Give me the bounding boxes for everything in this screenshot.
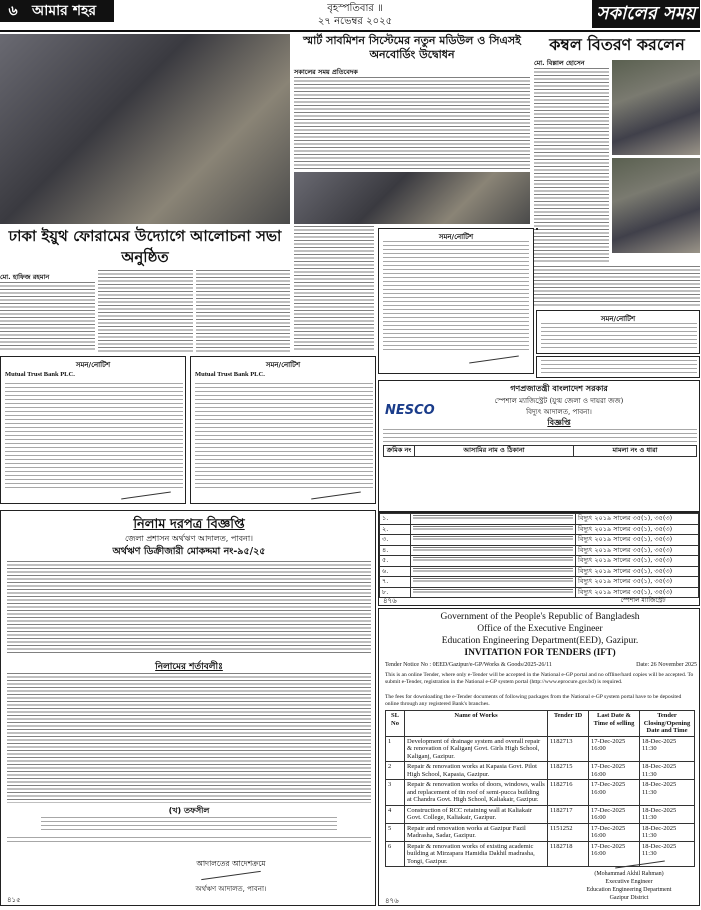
- nesco-row-case: বিদ্যুৎ ২০১৯ সালের ৩৫(১), ৩৫(৩): [576, 566, 699, 577]
- tender-cell-sl: 5: [386, 823, 405, 841]
- nesco-heading: বিজ্ঞপ্তি: [547, 418, 571, 427]
- issue-date: ২৭ নভেম্বর ২০২৫: [317, 16, 393, 27]
- nesco-row-sl: ৭.: [380, 577, 411, 588]
- tender-office: Office of the Executive Engineer: [477, 624, 603, 634]
- bank-left-text: [5, 383, 183, 489]
- tender-notice: [378, 608, 700, 906]
- blanket-byline: মো. বিল্লাল হোসেন: [534, 59, 585, 67]
- blanket-body-text: [534, 68, 609, 264]
- tender-cell-last: 17-Dec-2025 16:00: [589, 841, 640, 867]
- tender-cell-close: 18-Dec-2025 11:30: [640, 805, 695, 823]
- bank-right-text: [195, 383, 373, 489]
- tender-row: [386, 736, 695, 762]
- tender-cell-close: 18-Dec-2025 11:30: [640, 736, 695, 762]
- tender-cell-id: 1182713: [548, 736, 589, 762]
- tender-cell-sl: 4: [386, 805, 405, 823]
- tender-cell-sl: 2: [386, 762, 405, 780]
- tender-col-sl: SL No: [386, 711, 405, 737]
- notice-a-text: [383, 241, 529, 353]
- tender-row: [386, 762, 695, 780]
- tender-cell-last: 17-Dec-2025 16:00: [589, 736, 640, 762]
- nesco-rows: [379, 513, 699, 598]
- forum-headline: ঢাকা ইয়ুথ ফোরামের উদ্যোগে আলোচনা সভা অনুষ্ঠিত: [8, 227, 282, 266]
- nesco-row-party: [411, 535, 576, 546]
- nesco-row-sl: ৬.: [380, 566, 411, 577]
- auction-conditions-title: নিলামের শর্তাবলীঃ: [155, 662, 223, 672]
- tender-gov: Government of the People's Republic of Bangladesh: [440, 612, 640, 622]
- notice-a-signature: [469, 356, 519, 364]
- tender-row: [386, 823, 695, 841]
- nesco-row: [380, 577, 699, 588]
- auction-schedule-table: [41, 817, 337, 833]
- nesco-row-case: বিদ্যুৎ ২০১৯ সালের ৩৫(১), ৩৫(৩): [576, 514, 699, 525]
- tender-cell-name: Repair & renovation works of doors, windows, walls and replacement of tin roof of semi-pucca building at Chandra Govt. High School, Kaliakair, Gazipur.: [405, 780, 548, 806]
- forum-body-col-1: [0, 282, 95, 352]
- bank-left-signature: [121, 492, 171, 500]
- tender-cell-name: Repair & renovation works of existing academic building at Mirzapara Hamidia Dakhil madrasha, Tongi, Gazipur.: [405, 841, 548, 867]
- tender-cell-last: 17-Dec-2025 16:00: [589, 762, 640, 780]
- nesco-col-case: মামলা নং ও ধারা: [574, 446, 697, 457]
- spacer: [536, 228, 538, 230]
- masthead-rule: [0, 30, 700, 32]
- tender-cell-id: 1182715: [548, 762, 589, 780]
- tender-table: [385, 710, 695, 867]
- nesco-row-sl: ৪.: [380, 545, 411, 556]
- tender-cell-id: 1182718: [548, 841, 589, 867]
- smart-body-text: [294, 77, 530, 169]
- nesco-row-sl: ৩.: [380, 535, 411, 546]
- nesco-row-party: [411, 566, 576, 577]
- forum-event-photo: [0, 34, 290, 224]
- notice-b-text: [541, 323, 697, 351]
- tender-row: [386, 780, 695, 806]
- nesco-row-sl: ৮.: [380, 587, 411, 598]
- auction-schedule-title: (খ) তফসীল: [168, 806, 210, 815]
- auction-notice: [0, 510, 376, 906]
- nesco-row: [380, 524, 699, 535]
- nesco-intro-text: [383, 429, 697, 443]
- nesco-notice: [378, 380, 700, 512]
- nesco-row-party: [411, 545, 576, 556]
- nesco-code: ৪৭৬: [383, 597, 397, 605]
- notice-b-title: সমন/নোটিশ: [600, 315, 636, 323]
- bank-notice-right: [190, 356, 376, 504]
- blanket-headline: কম্বল বিতরণ করলেন: [549, 35, 685, 54]
- forum-byline: মো. হাফিজ রহমান: [0, 273, 50, 281]
- nesco-row-party: [411, 524, 576, 535]
- tender-signer-office: Education Engineering Department: [586, 887, 672, 893]
- nesco-row-case: বিদ্যুৎ ২০১৯ সালের ৩৫(১), ৩৫(৩): [576, 577, 699, 588]
- nesco-sign: স্পেশাল ম্যাজিস্ট্রেট: [620, 597, 666, 604]
- auction-title: নিলাম দরপত্র বিজ্ঞপ্তি: [133, 517, 245, 532]
- tender-cell-close: 18-Dec-2025 11:30: [640, 841, 695, 867]
- tender-cell-name: Repair & renovation works at Kapasia Govt. Pilot High School, Kapasia, Gazipur.: [405, 762, 548, 780]
- notice-a-title: সমন/নোটিশ: [438, 233, 474, 241]
- section-title: আমার শহর: [26, 0, 114, 22]
- nesco-row-party: [411, 514, 576, 525]
- nesco-table-body: [378, 512, 700, 606]
- court-notice-a: [378, 228, 534, 374]
- tender-table-wrap: [385, 710, 695, 865]
- bank-left-title: সমন/নোটিশ: [75, 361, 111, 369]
- bank-right-signature: [311, 492, 361, 500]
- tender-col-last: Last Date & Time of selling: [589, 711, 640, 737]
- tender-notice-date: Date: 26 November 2025: [636, 662, 697, 668]
- forum-body-col-2: [98, 270, 193, 352]
- nesco-col-party: আসামির নাম ও ঠিকানা: [415, 446, 574, 457]
- tender-cell-name: Construction of RCC retaining wall at Kaliakair Govt. College, Kaliakair, Gazipur.: [405, 805, 548, 823]
- smart-event-photo: [294, 172, 530, 224]
- auction-signature: [201, 871, 261, 880]
- tender-cell-last: 17-Dec-2025 16:00: [589, 805, 640, 823]
- newspaper-logo: সকালের সময়: [592, 0, 700, 28]
- tender-signer: (Mohammad Akhil Rahman): [594, 871, 664, 877]
- tender-col-name: Name of Works: [405, 711, 548, 737]
- nesco-row: [380, 566, 699, 577]
- nesco-row-case: বিদ্যুৎ ২০১৯ সালের ৩৫(১), ৩৫(৩): [576, 587, 699, 598]
- auction-office: জেলা প্রশাসন অর্থঋণ আদালত, পাবনা।: [124, 534, 254, 543]
- weekday: বৃহস্পতিবার ॥: [327, 3, 383, 14]
- forum-body-col-3: [196, 270, 290, 352]
- blanket-body-text-2: [534, 266, 700, 308]
- smart-byline: সকালের সময় প্রতিবেদক: [294, 68, 358, 76]
- auction-sign: অর্থঋণ আদালত, পাবনা।: [195, 885, 267, 893]
- auction-code: ৪১৫: [7, 896, 21, 904]
- tender-row: [386, 805, 695, 823]
- tender-dept: Education Engineering Department(EED), Gazipur.: [441, 636, 639, 646]
- bank-left-name: Mutual Trust Bank PLC.: [5, 371, 75, 378]
- smart-body-col-2: [294, 226, 374, 352]
- page-number: ৬: [0, 0, 26, 22]
- nesco-row-party: [411, 587, 576, 598]
- tender-cell-last: 17-Dec-2025 16:00: [589, 780, 640, 806]
- nesco-row-sl: ৫.: [380, 556, 411, 567]
- blanket-photo-1: [612, 60, 700, 155]
- auction-case: অর্থঋণ ডিক্রীজারী মোকদ্দমা নং-৯৫/২৫: [112, 546, 266, 557]
- tender-cell-id: 1182717: [548, 805, 589, 823]
- tender-col-close: Tender Closing/Opening Date and Time: [640, 711, 695, 737]
- blanket-photo-2: [612, 158, 700, 253]
- bank-notice-left: [0, 356, 186, 504]
- nesco-table-wrap: [383, 445, 697, 509]
- tender-cell-sl: 3: [386, 780, 405, 806]
- date-block: [250, 2, 460, 28]
- nesco-row: [380, 556, 699, 567]
- tender-cell-close: 18-Dec-2025 11:30: [640, 780, 695, 806]
- tender-cell-sl: 6: [386, 841, 405, 867]
- nesco-row-case: বিদ্যুৎ ২০১৯ সালের ৩৫(১), ৩৫(৩): [576, 545, 699, 556]
- tender-signer-title: Executive Engineer: [605, 879, 653, 885]
- tender-intro: This is an online Tender, where only e-Tender will be accepted in the National e-GP portal and no offline/hard copies will be accepted. To submit e-Tender, registration in the National e-GP system portal (http://www.eprocure.gov.bd) is required.: [385, 672, 694, 685]
- tender-cell-close: 18-Dec-2025 11:30: [640, 762, 695, 780]
- bank-right-name: Mutual Trust Bank PLC.: [195, 371, 265, 378]
- nesco-row-sl: ২.: [380, 524, 411, 535]
- auction-note-strip: [7, 837, 371, 845]
- tender-signer-place: Gazipur District: [609, 895, 649, 901]
- nesco-col-sl: ক্রমিক নং: [384, 446, 415, 457]
- nesco-row-party: [411, 556, 576, 567]
- tender-cell-close: 18-Dec-2025 11:30: [640, 823, 695, 841]
- notice-b-extension: [536, 356, 700, 378]
- tender-cell-name: Development of drainage system and overall repair & renovation of Kaliganj Govt. Girls High School, Kaliganj, Gazipur.: [405, 736, 548, 762]
- auction-conditions-text: [7, 673, 371, 803]
- auction-body-text: [7, 561, 371, 655]
- smart-headline: স্মার্ট সাবমিশন সিস্টেমের নতুন মডিউল ও সিএসই অনবোর্ডিং উদ্বোধন: [303, 34, 521, 61]
- nesco-row-case: বিদ্যুৎ ২০১৯ সালের ৩৫(১), ৩৫(৩): [576, 556, 699, 567]
- auction-closing: আদালতের আদেশক্রমে: [196, 859, 266, 868]
- nesco-row: [380, 545, 699, 556]
- bank-right-title: সমন/নোটিশ: [265, 361, 301, 369]
- tender-cell-id: 1151252: [548, 823, 589, 841]
- nesco-row-sl: ১.: [380, 514, 411, 525]
- tender-cell-name: Repair and renovation works at Gazipur Fazil Madrasha, Sadar, Gazipur.: [405, 823, 548, 841]
- nesco-row: [380, 514, 699, 525]
- nesco-gov: গণপ্রজাতন্ত্রী বাংলাদেশ সরকার: [510, 384, 608, 393]
- nesco-row: [380, 535, 699, 546]
- tender-code: ৪৭৬: [385, 897, 399, 905]
- tender-cell-sl: 1: [386, 736, 405, 762]
- nesco-row-case: বিদ্যুৎ ২০১৯ সালের ৩৫(১), ৩৫(৩): [576, 535, 699, 546]
- nesco-dept: বিদ্যুৎ আদালত, পাবনা।: [526, 408, 592, 416]
- nesco-row-party: [411, 577, 576, 588]
- tender-cell-id: 1182716: [548, 780, 589, 806]
- tender-col-id: Tender ID: [548, 711, 589, 737]
- nesco-row-case: বিদ্যুৎ ২০১৯ সালের ৩৫(১), ৩৫(৩): [576, 524, 699, 535]
- notice-b-ext-text: [541, 360, 697, 376]
- court-notice-b: [536, 310, 700, 354]
- tender-cell-last: 17-Dec-2025 16:00: [589, 823, 640, 841]
- nesco-logo: NESCO: [385, 403, 435, 418]
- nesco-table: [383, 445, 697, 457]
- tender-notice-no: Tender Notice No : 0EED/Gazipur/e-GP/Works & Goods/2025-26/11: [385, 662, 552, 668]
- tender-invitation: INVITATION FOR TENDERS (IFT): [464, 648, 616, 658]
- tender-intro-2: The fees for downloading the e-Tender documents of following packages from the National e-GP system portal have to be deposited online through any registered Bank's branches.: [385, 694, 682, 707]
- nesco-court: স্পেশাল ম্যাজিস্ট্রেট (যুগ্ম জেলা ও দায়রা জজ): [494, 397, 624, 405]
